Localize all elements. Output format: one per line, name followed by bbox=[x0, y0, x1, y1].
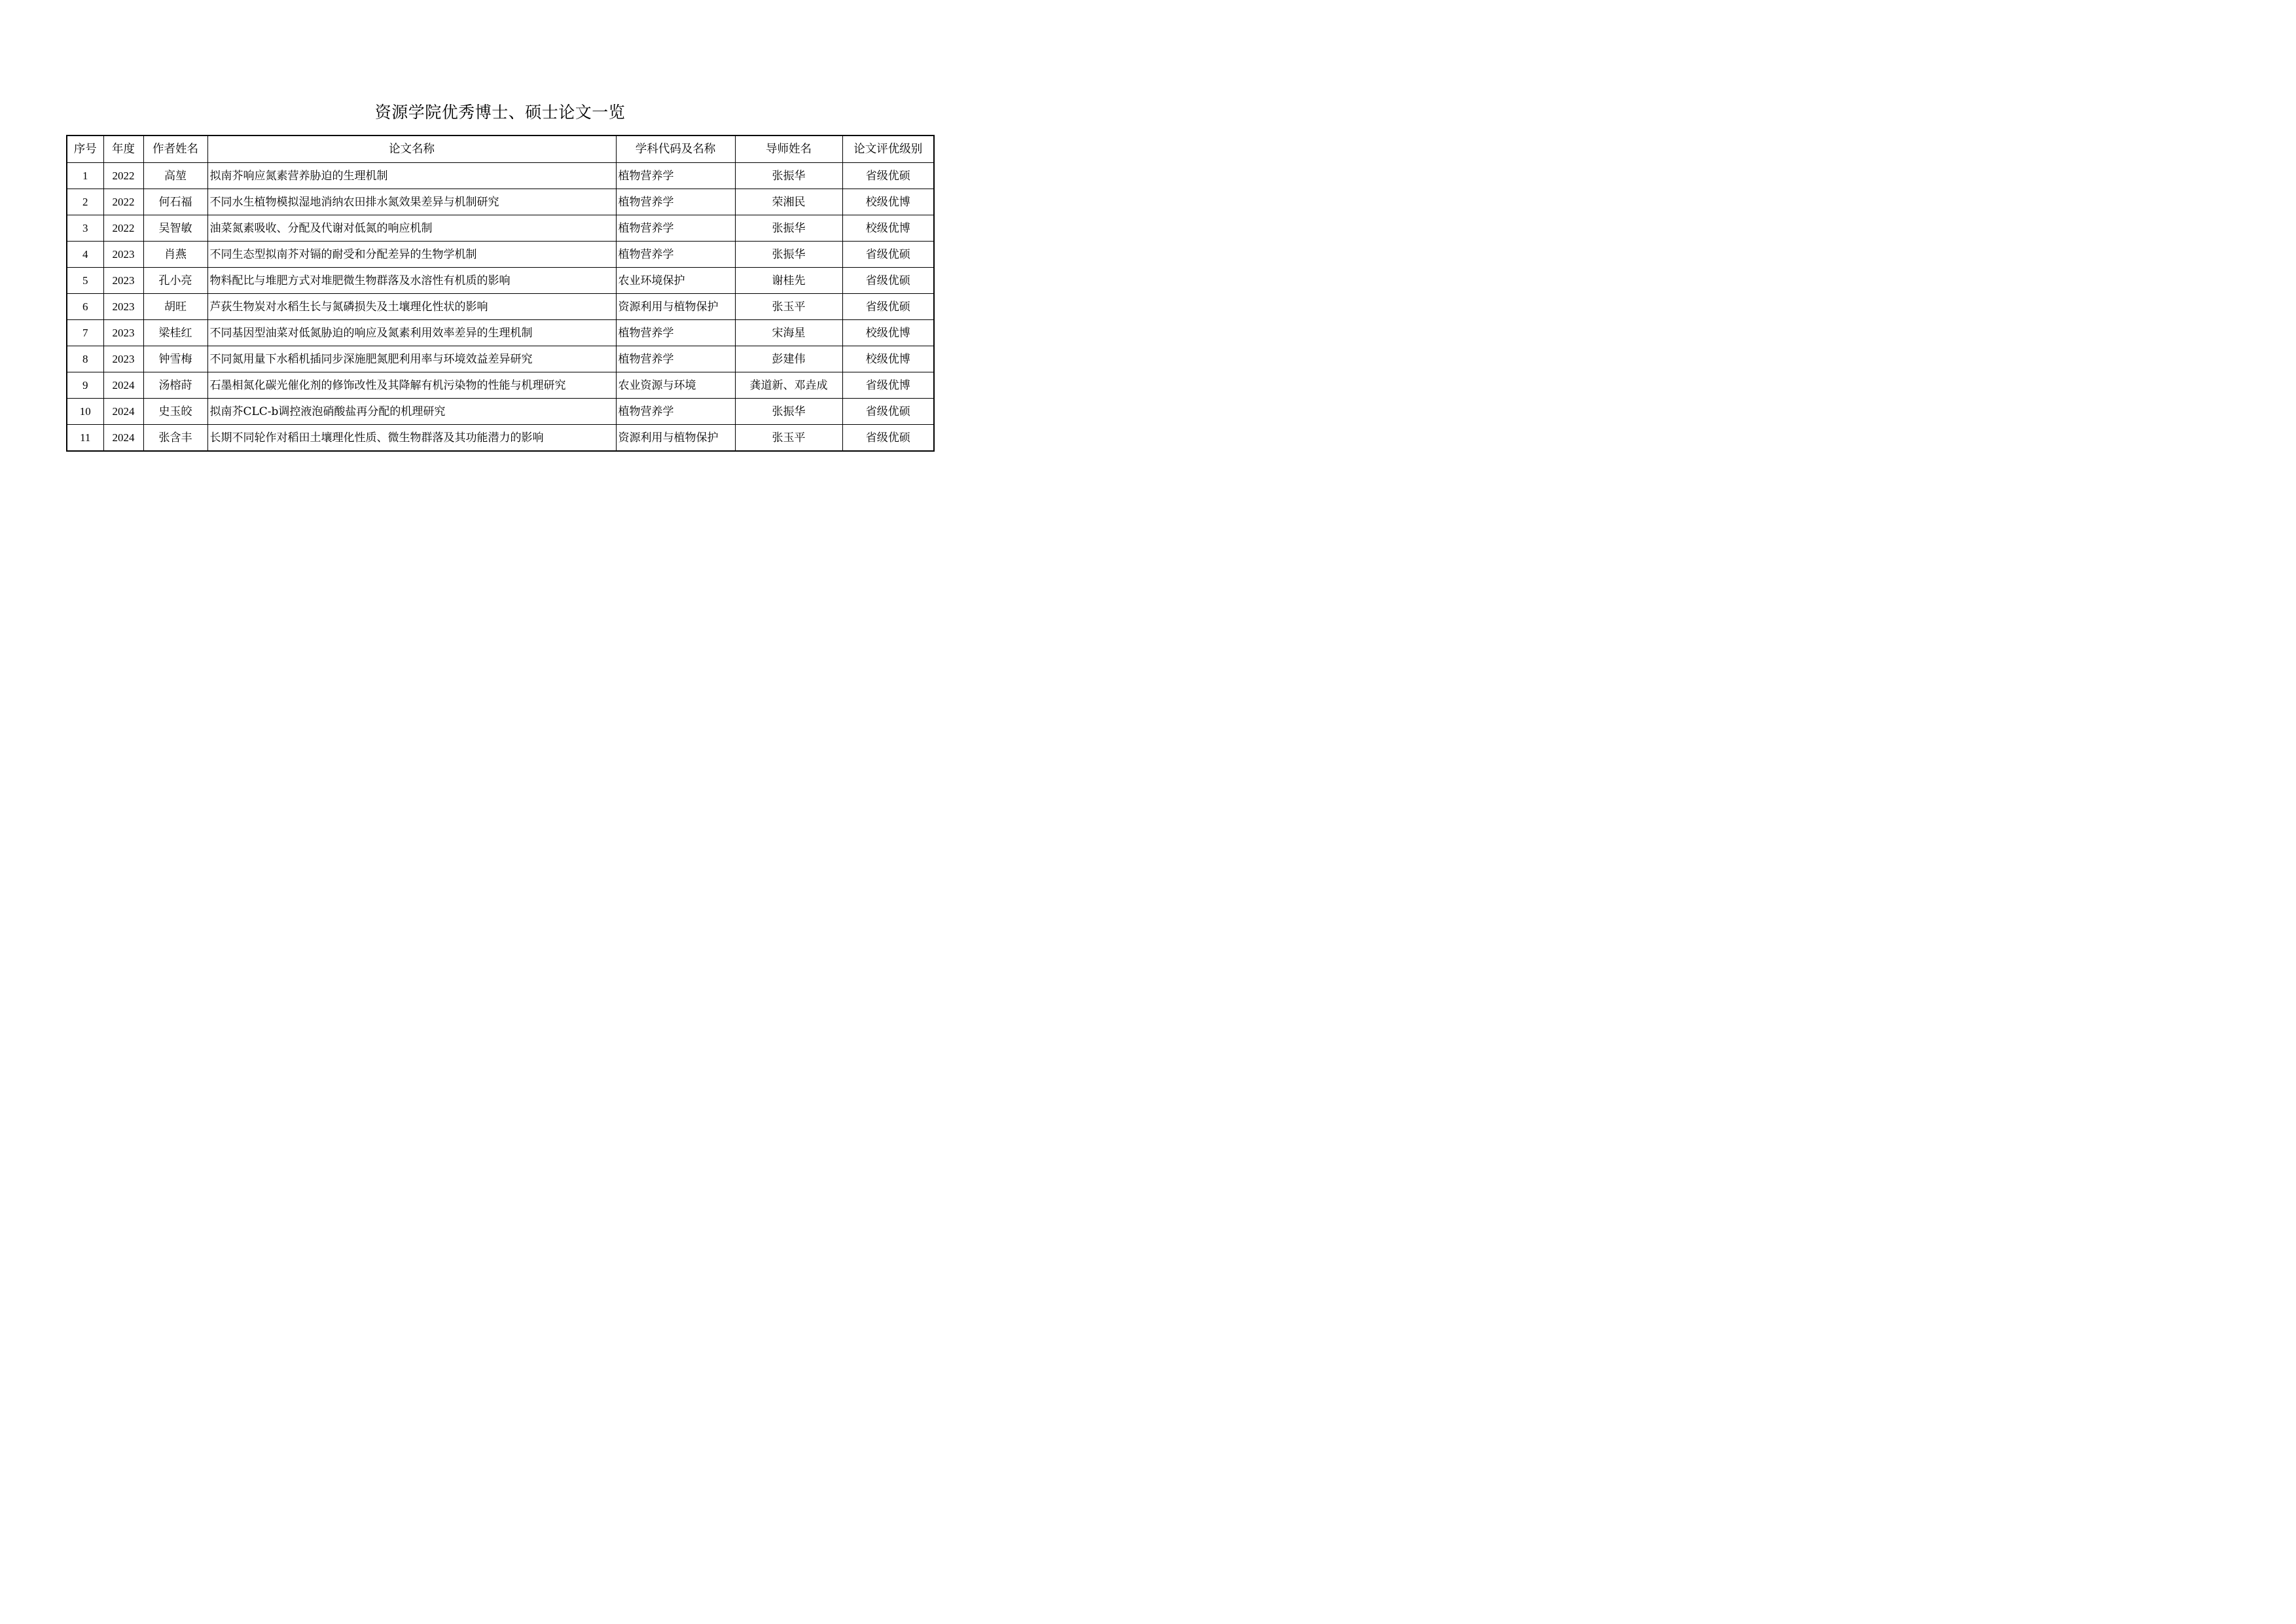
header-thesis-title: 论文名称 bbox=[207, 135, 616, 163]
header-discipline: 学科代码及名称 bbox=[616, 135, 735, 163]
cell-year: 2023 bbox=[103, 346, 143, 372]
cell-author: 高堃 bbox=[143, 163, 207, 189]
table-row bbox=[67, 242, 934, 268]
cell-thesis-title: 石墨相氮化碳光催化剂的修饰改性及其降解有机污染物的性能与机理研究 bbox=[207, 372, 616, 399]
cell-index: 6 bbox=[67, 294, 103, 320]
cell-year: 2023 bbox=[103, 294, 143, 320]
cell-index: 9 bbox=[67, 372, 103, 399]
cell-thesis-title: 油菜氮素吸收、分配及代谢对低氮的响应机制 bbox=[207, 215, 616, 242]
header-author: 作者姓名 bbox=[143, 135, 207, 163]
cell-year: 2024 bbox=[103, 399, 143, 425]
cell-index: 3 bbox=[67, 215, 103, 242]
cell-thesis-title: 不同水生植物模拟湿地消纳农田排水氮效果差异与机制研究 bbox=[207, 189, 616, 215]
table-row bbox=[67, 268, 934, 294]
cell-index: 11 bbox=[67, 425, 103, 452]
cell-author: 肖燕 bbox=[143, 242, 207, 268]
cell-author: 汤榕莳 bbox=[143, 372, 207, 399]
cell-supervisor: 荣湘民 bbox=[735, 189, 842, 215]
cell-index: 4 bbox=[67, 242, 103, 268]
cell-award-level: 校级优博 bbox=[842, 215, 934, 242]
table-row bbox=[67, 320, 934, 346]
cell-supervisor: 张玉平 bbox=[735, 294, 842, 320]
cell-award-level: 省级优硕 bbox=[842, 425, 934, 452]
cell-award-level: 校级优博 bbox=[842, 320, 934, 346]
cell-award-level: 省级优硕 bbox=[842, 242, 934, 268]
cell-award-level: 省级优博 bbox=[842, 372, 934, 399]
cell-award-level: 校级优博 bbox=[842, 189, 934, 215]
cell-discipline: 植物营养学 bbox=[616, 242, 735, 268]
table-row bbox=[67, 294, 934, 320]
table-row bbox=[67, 372, 934, 399]
cell-author: 史玉皎 bbox=[143, 399, 207, 425]
cell-year: 2023 bbox=[103, 268, 143, 294]
cell-year: 2022 bbox=[103, 215, 143, 242]
cell-discipline: 植物营养学 bbox=[616, 215, 735, 242]
cell-year: 2024 bbox=[103, 372, 143, 399]
cell-year: 2022 bbox=[103, 189, 143, 215]
cell-supervisor: 张玉平 bbox=[735, 425, 842, 452]
cell-thesis-title: 拟南芥响应氮素营养胁迫的生理机制 bbox=[207, 163, 616, 189]
cell-year: 2023 bbox=[103, 242, 143, 268]
cell-discipline: 植物营养学 bbox=[616, 163, 735, 189]
table-row bbox=[67, 215, 934, 242]
cell-award-level: 省级优硕 bbox=[842, 399, 934, 425]
cell-supervisor: 张振华 bbox=[735, 242, 842, 268]
cell-supervisor: 宋海星 bbox=[735, 320, 842, 346]
thesis-table bbox=[66, 135, 935, 452]
cell-thesis-title: 芦荻生物炭对水稻生长与氮磷损失及土壤理化性状的影响 bbox=[207, 294, 616, 320]
cell-thesis-title: 物料配比与堆肥方式对堆肥微生物群落及水溶性有机质的影响 bbox=[207, 268, 616, 294]
cell-supervisor: 张振华 bbox=[735, 163, 842, 189]
cell-supervisor: 谢桂先 bbox=[735, 268, 842, 294]
cell-author: 何石福 bbox=[143, 189, 207, 215]
cell-discipline: 植物营养学 bbox=[616, 346, 735, 372]
cell-discipline: 资源利用与植物保护 bbox=[616, 425, 735, 452]
table-row bbox=[67, 346, 934, 372]
cell-supervisor: 张振华 bbox=[735, 399, 842, 425]
cell-discipline: 农业环境保护 bbox=[616, 268, 735, 294]
cell-supervisor: 张振华 bbox=[735, 215, 842, 242]
cell-thesis-title: 不同基因型油菜对低氮胁迫的响应及氮素利用效率差异的生理机制 bbox=[207, 320, 616, 346]
header-year: 年度 bbox=[103, 135, 143, 163]
cell-author: 孔小亮 bbox=[143, 268, 207, 294]
cell-discipline: 农业资源与环境 bbox=[616, 372, 735, 399]
cell-author: 梁桂红 bbox=[143, 320, 207, 346]
cell-index: 8 bbox=[67, 346, 103, 372]
cell-author: 钟雪梅 bbox=[143, 346, 207, 372]
cell-index: 10 bbox=[67, 399, 103, 425]
cell-author: 张含丰 bbox=[143, 425, 207, 452]
cell-index: 2 bbox=[67, 189, 103, 215]
cell-thesis-title: 不同生态型拟南芥对镉的耐受和分配差异的生物学机制 bbox=[207, 242, 616, 268]
cell-index: 1 bbox=[67, 163, 103, 189]
table-row bbox=[67, 399, 934, 425]
cell-year: 2022 bbox=[103, 163, 143, 189]
cell-supervisor: 龚道新、邓垚成 bbox=[735, 372, 842, 399]
cell-supervisor: 彭建伟 bbox=[735, 346, 842, 372]
cell-award-level: 省级优硕 bbox=[842, 268, 934, 294]
table-row bbox=[67, 163, 934, 189]
page-title: 资源学院优秀博士、硕士论文一览 bbox=[374, 103, 626, 122]
cell-discipline: 植物营养学 bbox=[616, 320, 735, 346]
header-award-level: 论文评优级别 bbox=[842, 135, 934, 163]
header-supervisor: 导师姓名 bbox=[735, 135, 842, 163]
cell-index: 5 bbox=[67, 268, 103, 294]
table-row bbox=[67, 189, 934, 215]
cell-index: 7 bbox=[67, 320, 103, 346]
cell-author: 吴智敏 bbox=[143, 215, 207, 242]
table-header-row bbox=[67, 135, 934, 163]
cell-award-level: 省级优硕 bbox=[842, 163, 934, 189]
cell-discipline: 植物营养学 bbox=[616, 399, 735, 425]
cell-author: 胡旺 bbox=[143, 294, 207, 320]
cell-discipline: 植物营养学 bbox=[616, 189, 735, 215]
cell-award-level: 校级优博 bbox=[842, 346, 934, 372]
cell-award-level: 省级优硕 bbox=[842, 294, 934, 320]
cell-year: 2024 bbox=[103, 425, 143, 452]
cell-thesis-title: 长期不同轮作对稻田土壤理化性质、微生物群落及其功能潜力的影响 bbox=[207, 425, 616, 452]
cell-thesis-title: 不同氮用量下水稻机插同步深施肥氮肥利用率与环境效益差异研究 bbox=[207, 346, 616, 372]
table-row bbox=[67, 425, 934, 452]
cell-discipline: 资源利用与植物保护 bbox=[616, 294, 735, 320]
cell-thesis-title: 拟南芥CLC-b调控液泡硝酸盐再分配的机理研究 bbox=[207, 399, 616, 425]
cell-year: 2023 bbox=[103, 320, 143, 346]
header-index: 序号 bbox=[67, 135, 103, 163]
